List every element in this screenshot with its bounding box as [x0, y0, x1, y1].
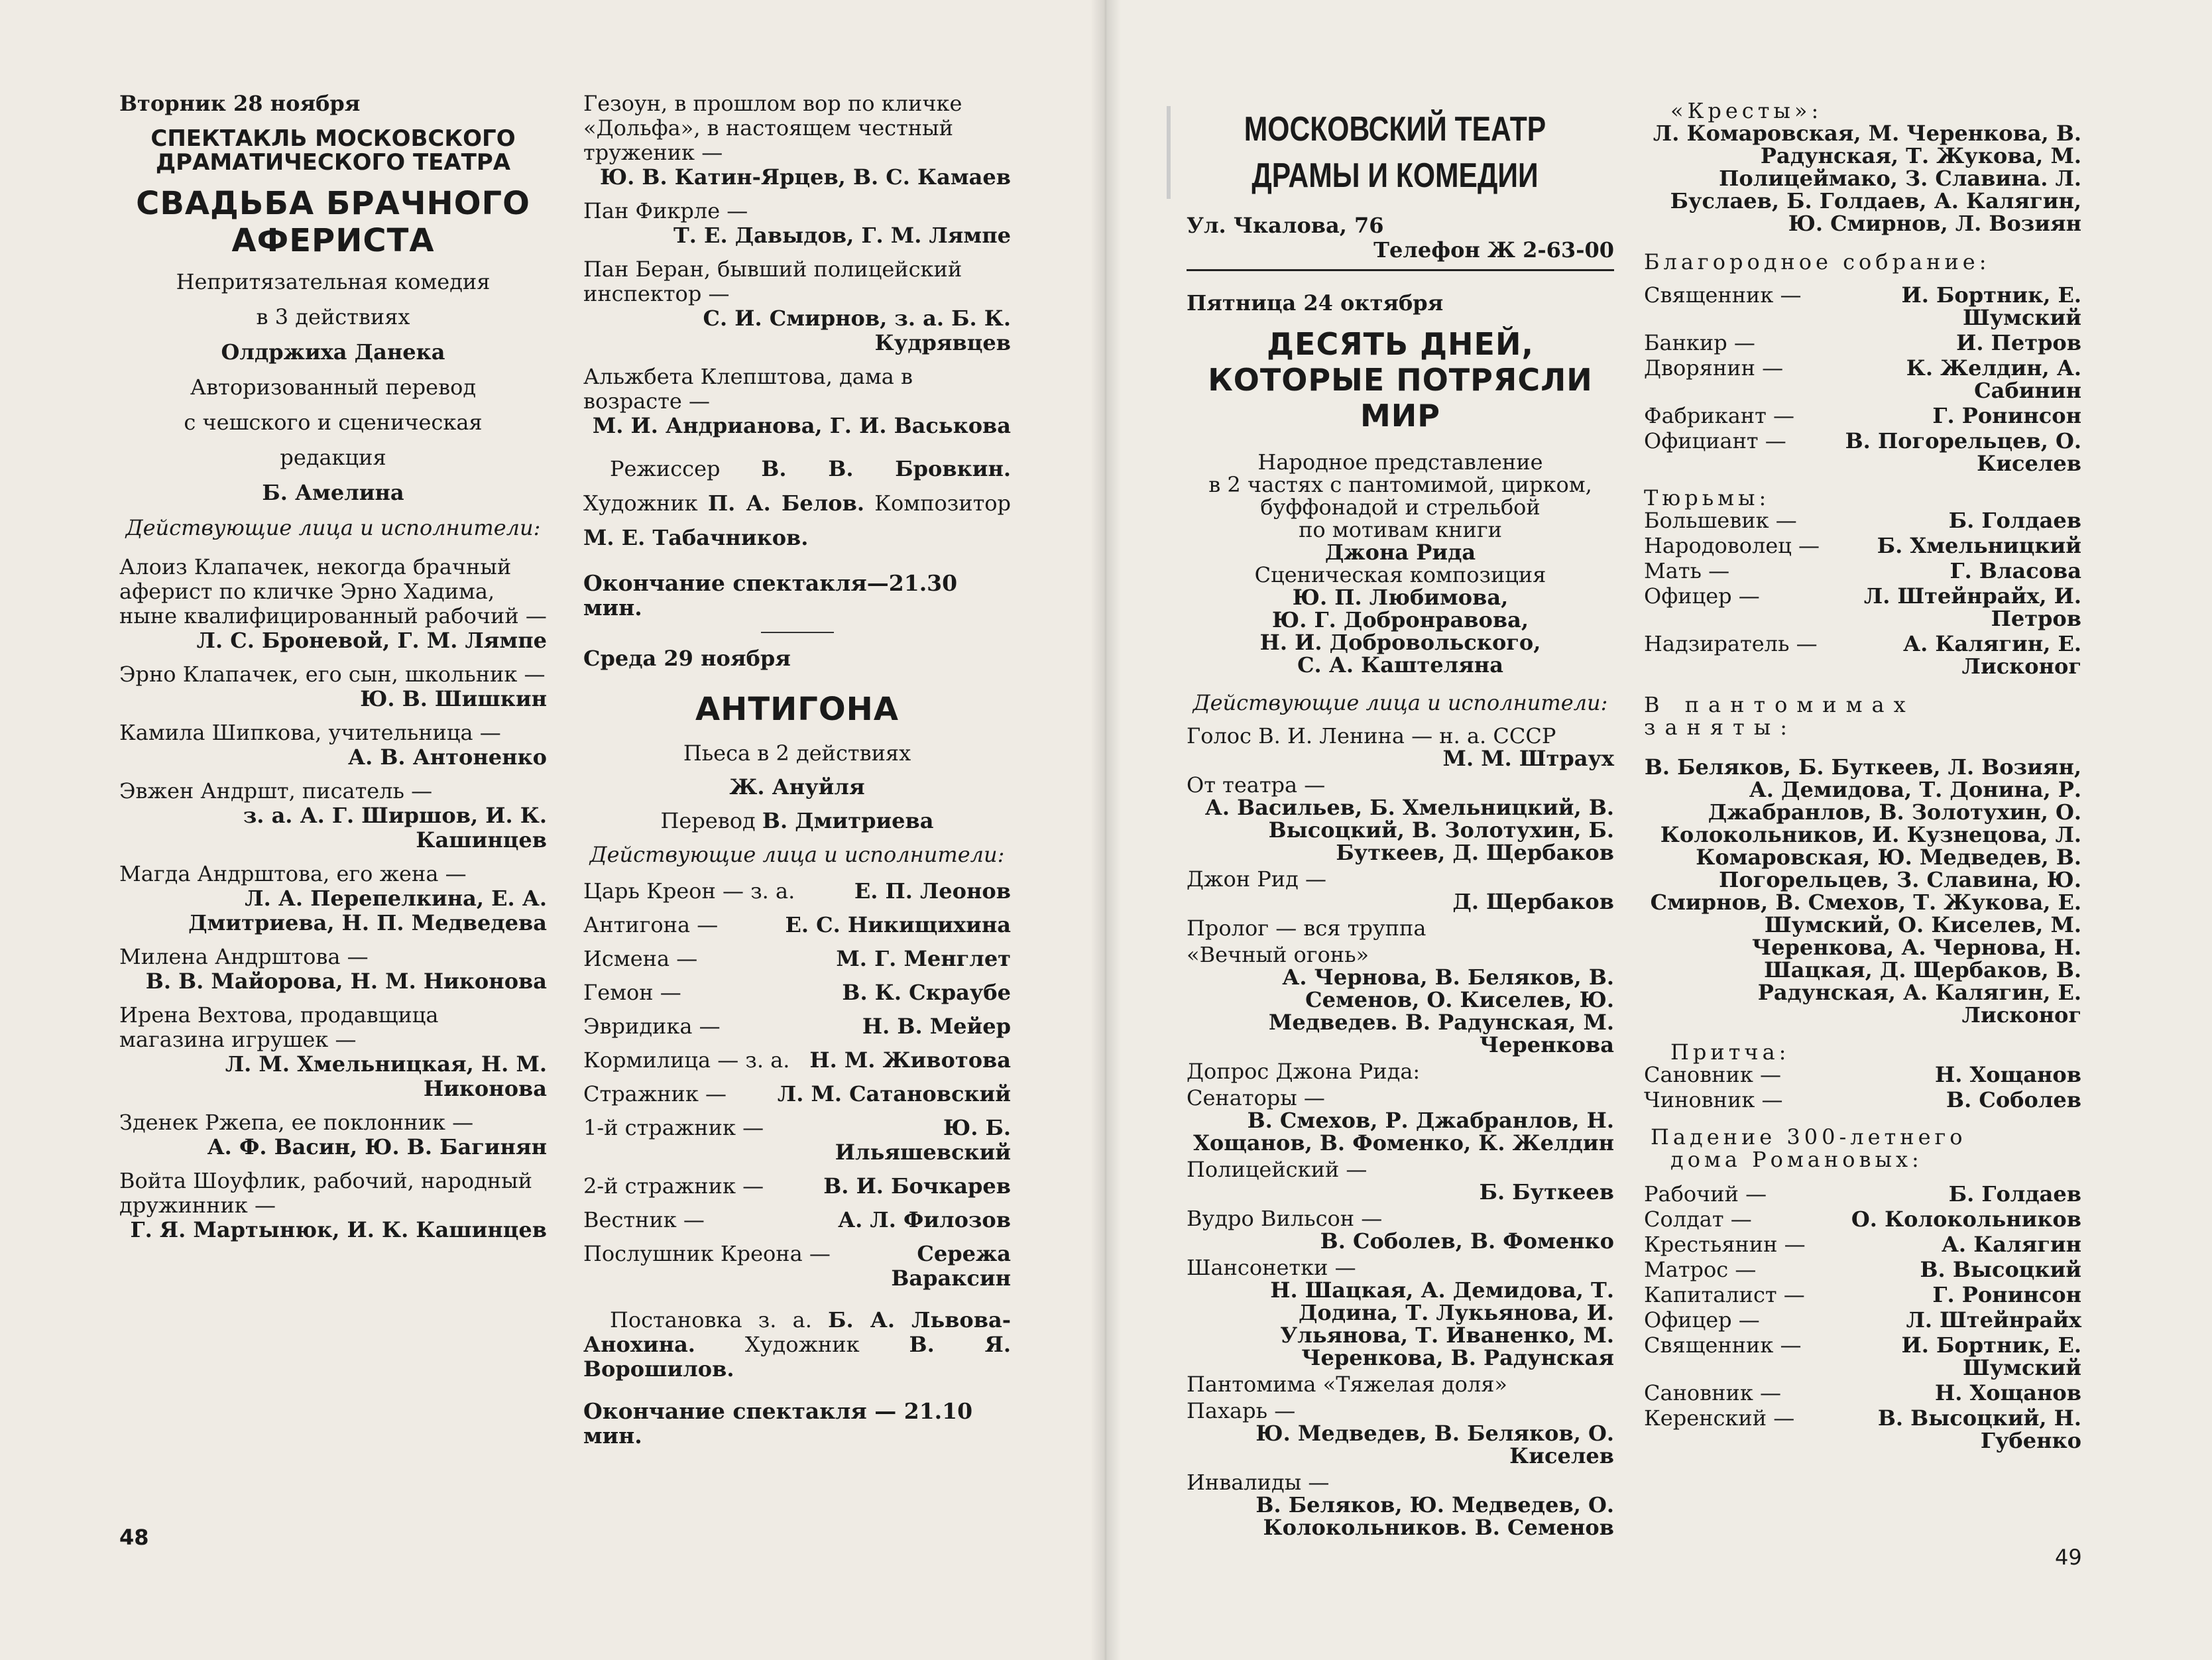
actor-names: Т. Е. Давыдов, Г. М. Лямпе [673, 223, 1011, 248]
actor-names: В. Соболев [1946, 1087, 2081, 1112]
actor-names: Н. В. Мейер [862, 1014, 1011, 1039]
theater-name: МОСКОВСКИЙ ТЕАТР [1244, 110, 1546, 148]
role-name: Стражник — [583, 1081, 727, 1106]
role-name: Шансонетки — [1187, 1255, 1356, 1280]
actor-names: Б. Буткеев [1479, 1179, 1614, 1205]
role-name: Эрно Клапачек, его сын, школьник — [119, 662, 546, 687]
role-name: Сановник — [1644, 1380, 1781, 1405]
cast-entry [1644, 331, 2081, 354]
cast-entry [1644, 357, 2081, 402]
actor-names: А. Калягин [1941, 1232, 2081, 1257]
cast-entry [1644, 1233, 2081, 1256]
role-name: Пантомима «Тяжелая доля» [1187, 1372, 1507, 1397]
section-heading: «Кресты»: [1670, 98, 1823, 123]
role-name: Допрос Джона Рида: [1187, 1059, 1421, 1084]
cast-entry [1644, 1334, 2081, 1379]
cast-entry [119, 662, 547, 711]
role-name: Пахарь — [1187, 1398, 1296, 1423]
cast-entry [583, 947, 1011, 971]
cast-list [1644, 1183, 2081, 1452]
role-name: Пролог — вся труппа [1187, 916, 1426, 941]
actor-names: И. Петров [1956, 330, 2081, 355]
role-name: Вудро Вильсон — [1187, 1206, 1383, 1231]
role-name: «Вечный огонь» [1187, 942, 1369, 967]
cast-entry [119, 555, 547, 653]
cast-entry [1187, 1256, 1614, 1369]
actor-names: А. В. Антоненко [348, 744, 547, 770]
genre-line: в 3 действиях [256, 304, 410, 329]
actor-names: В. Погорельцев, О. Киселев [1845, 428, 2081, 476]
actor-names: Л. А. Перепелкина, Е. А. Дмитриева, Н. П. Медведева [188, 886, 547, 935]
role-name: Полицейский — [1187, 1157, 1368, 1182]
role-name: Официант — [1644, 428, 1786, 453]
actor-names: А. Калягин, Е. Лисконог [1903, 631, 2081, 679]
section-heading: Благородное собрание: [1644, 249, 1991, 274]
cast-list [583, 879, 1011, 1291]
cast-list [1644, 509, 2081, 678]
artist-label: Художник [583, 491, 698, 516]
director-label: Режиссер [610, 456, 721, 481]
translator: В. Дмитриева [762, 808, 934, 833]
actor-names: И. Бортник, Е. Шумский [1901, 282, 2081, 330]
cast-entry [1644, 404, 2081, 427]
translation-line: редакция [280, 445, 386, 470]
cast-entry [583, 980, 1011, 1005]
theater-header [1167, 106, 1614, 199]
role-name: Фабрикант — [1644, 403, 1794, 428]
cast-entry [1644, 632, 2081, 678]
actor-names: Н. Хощанов [1934, 1062, 2081, 1087]
actor-names: О. Колокольников [1851, 1207, 2081, 1232]
actor-names: Д. Щербаков [1452, 889, 1614, 914]
play-title: СВАДЬБА БРАЧНОГО АФЕРИСТА [136, 185, 530, 259]
role-name: Алоиз Клапачек, некогда брачный аферист по кличке Эрно Хадима, ныне квалифицированный рабочий — [119, 554, 547, 628]
cast-entry [119, 1169, 547, 1242]
cast-entry [1644, 1382, 2081, 1404]
cast-entry [1644, 1309, 2081, 1331]
description-line: Народное представление [1257, 449, 1543, 475]
role-name: Сенаторы — [1187, 1085, 1325, 1110]
actor-names: В. Беляков, Ю. Медведев, О. Колокольников. В. Семенов [1255, 1492, 1614, 1540]
role-name: Офицер — [1644, 583, 1760, 609]
cast-entry [1644, 1089, 2081, 1111]
role-name: Чиновник — [1644, 1087, 1783, 1112]
role-name: Вестник — [583, 1207, 705, 1232]
book-gutter [1090, 0, 1121, 1660]
description-line: в 2 частях с пантомимой, цирком, [1208, 472, 1592, 497]
right-column-2 [1644, 99, 2081, 1454]
left-column-1 [119, 91, 547, 1252]
actor-names: Г. Я. Мартынюк, И. К. Кашинцев [130, 1217, 547, 1242]
role-name: Альжбета Клепштова, дама в возрасте — [583, 364, 913, 414]
actor-names: Л. С. Броневой, Г. М. Лямпе [196, 628, 547, 653]
role-name: Антигона — [583, 912, 719, 937]
cast-entry [583, 913, 1011, 937]
role-name: Ирена Вехтова, продавщица магазина игрушек — [119, 1002, 439, 1052]
cast-entry [583, 257, 1011, 355]
translation-label: Перевод [660, 808, 756, 833]
cast-entry [1644, 1183, 2081, 1205]
role-name: Зденек Ржепа, ее поклонник — [119, 1110, 474, 1135]
actor-names: В. Высоцкий, Н. Губенко [1877, 1405, 2081, 1453]
cast-entry [1644, 534, 2081, 557]
role-name: Эвжен Андршт, писатель — [119, 778, 433, 803]
page-number-left: 48 [119, 1525, 149, 1550]
role-name: Кормилица — з. а. [583, 1047, 790, 1073]
theater-name: ДРАМЫ И КОМЕДИИ [1252, 156, 1539, 195]
cast-entry [583, 1048, 1011, 1073]
actor-names: Б. Голдаев [1948, 1181, 2081, 1207]
role-name: Крестьянин — [1644, 1232, 1806, 1257]
actor-names: В. И. Бочкарев [823, 1173, 1011, 1199]
section-cast: Л. Комаровская, М. Черенкова, В. Радунская, Т. Жукова, М. Полицеймако, З. Славина. Л. Буслаев, Б. Голдаев, А. Калягин, Ю. Смирнов, Л. Возиян [1653, 121, 2081, 236]
cast-entry [1187, 1373, 1614, 1395]
actor-names: Н. Шацкая, А. Демидова, Т. Додина, Т. Лукьянова, И. Ульянова, Т. Иваненко, М. Черенкова, В. Радунская [1270, 1277, 1614, 1370]
section-heading: дома Романовых: [1670, 1147, 1923, 1172]
actor-names: А. Ф. Васин, Ю. В. Багинян [207, 1134, 547, 1159]
right-column-1 [1187, 106, 1614, 1543]
role-name: Мать — [1644, 558, 1730, 583]
cast-entry [1187, 725, 1614, 770]
role-name: Гезоун, в прошлом вор по кличке «Дольфа», в настоящем честный труженик — [583, 91, 962, 165]
description-line: буффонадой и стрельбой [1260, 495, 1541, 520]
composer-name: М. Е. Табачников. [583, 525, 809, 550]
theater-address: Ул. Чкалова, 76 [1187, 213, 1384, 238]
cast-entry [583, 1208, 1011, 1232]
role-name: Войта Шоуфлик, рабочий, народный дружинник — [119, 1168, 532, 1218]
cast-entry [119, 1003, 547, 1101]
cast-entry [583, 879, 1011, 904]
cast-list [583, 91, 1011, 438]
actor-names: Л. М. Сатановский [777, 1081, 1011, 1106]
actor-names: В. Высоцкий [1920, 1257, 2081, 1282]
cast-entry [1187, 1471, 1614, 1539]
cast-entry [119, 1110, 547, 1159]
cast-entry [1187, 1399, 1614, 1467]
page-number-right: 49 [2055, 1545, 2082, 1570]
role-name: 1-й стражник — [583, 1115, 764, 1140]
play-author: Ж. Ануйля [729, 774, 865, 800]
cast-entry [1644, 284, 2081, 329]
cast-entry [1644, 560, 2081, 582]
cast-entry [119, 862, 547, 935]
cast-heading: Действующие лица и исполнители: [1193, 690, 1608, 715]
artist-label: Художник [744, 1332, 860, 1357]
production-credits [583, 451, 1011, 555]
actor-names: А. Васильев, Б. Хмельницкий, В. Высоцкий, В. Золотухин, Б. Буткеев, Д. Щербаков [1204, 795, 1614, 865]
cast-entry [583, 1014, 1011, 1039]
section-cast: В. Беляков, Б. Буткеев, Л. Возиян, А. Демидова, Т. Донина, Р. Джабранлов, В. Золотухин, О. Колокольников, И. Кузнецова, Л. Комаровская, Ю. Медведев, В. Погорельцев, З. Славина, Ю. Смирнов, В. Смехов, Т. Жукова, Е. Шумский, О. Киселев, М. Черенкова, А. Чернова, Н. Шацкая, Д. Щербаков, В. Радунская, А. Калягин, Е. Лисконог [1644, 754, 2081, 1028]
role-name: Гемон — [583, 980, 681, 1005]
actor-names: Б. Хмельницкий [1877, 533, 2081, 558]
actor-names: Л. Штейнрайх [1906, 1307, 2081, 1333]
cast-heading: Действующие лица и исполнители: [125, 515, 541, 540]
cast-entry [1187, 1087, 1614, 1154]
actor-names: Г. Ронинсон [1932, 1282, 2081, 1307]
production-label: Постановка з. а. [610, 1307, 812, 1333]
composition-name: С. А. Каштеляна [1297, 652, 1503, 678]
cast-entry [119, 721, 547, 770]
cast-list [1187, 725, 1614, 1539]
actor-names: Б. Голдаев [1948, 508, 2081, 533]
description-line: по мотивам книги [1299, 517, 1502, 542]
cast-entry [583, 365, 1011, 438]
role-name: Магда Андрштова, его жена — [119, 861, 467, 886]
performance-date: Среда 29 ноября [583, 646, 791, 671]
section-heading: В пантомимах заняты: [1644, 692, 1915, 740]
actor-names: Л. М. Хмельницкая, Н. М. Никонова [225, 1051, 547, 1101]
actor-names: М. И. Андрианова, Г. И. Васькова [592, 413, 1011, 438]
cast-entry [1644, 1208, 2081, 1230]
actor-names: В. В. Майорова, Н. М. Никонова [145, 969, 547, 994]
cast-entry [1187, 774, 1614, 864]
actor-names: Н. Хощанов [1934, 1380, 2081, 1405]
actor-names: Г. Ронинсон [1932, 403, 2081, 428]
actor-names: Ю. В. Катин-Ярцев, В. С. Камаев [599, 164, 1011, 190]
section-heading: Притча: [1670, 1039, 1790, 1065]
role-name: Инвалиды — [1187, 1470, 1330, 1495]
cast-entry [119, 945, 547, 994]
actor-names: з. а. А. Г. Ширшов, И. К. Кашинцев [243, 803, 547, 853]
actor-names: А. Чернова, В. Беляков, В. Семенов, О. Киселев, Ю. Медведев. В. Радунская, М. Черенкова [1268, 965, 1614, 1057]
cast-list [1644, 284, 2081, 475]
cast-entry [583, 1174, 1011, 1199]
role-name: Священник — [1644, 1333, 1802, 1358]
role-name: Священник — [1644, 282, 1802, 308]
translation-line [583, 809, 1011, 833]
cast-entry [1187, 868, 1614, 913]
cast-entry [1644, 1063, 2081, 1086]
role-name: Надзиратель — [1644, 631, 1818, 656]
production-name: Б. А. Львова-Анохина. [583, 1307, 1011, 1357]
role-name: Пан Беран, бывший полицейский инспектор — [583, 257, 962, 306]
translation-line: Авторизованный перевод [190, 375, 477, 400]
role-name: Народоволец — [1644, 533, 1820, 558]
performance-date: Пятница 24 октября [1187, 290, 1444, 316]
director-name: В. В. Бровкин. [761, 456, 1011, 481]
end-time: Окончание спектакля—21.30 мин. [583, 570, 958, 621]
play-genre: Пьеса в 2 действиях [683, 741, 911, 766]
actor-names: Е. П. Леонов [854, 878, 1011, 904]
composition-name: Ю. П. Любимова, [1292, 585, 1509, 610]
cast-entry [119, 779, 547, 853]
cast-entry [1644, 1258, 2081, 1281]
cast-entry [1644, 1283, 2081, 1306]
actor-names: М. Г. Менглет [836, 946, 1011, 971]
translator: Б. Амелина [262, 480, 404, 505]
cast-entry [583, 199, 1011, 248]
role-name: Эвридика — [583, 1014, 721, 1039]
role-name: Солдат — [1644, 1207, 1752, 1232]
cast-entry [1187, 1207, 1614, 1252]
artist-name: П. А. Белов. [707, 491, 864, 516]
cast-entry [1644, 430, 2081, 475]
composition-name: Н. И. Добровольского, [1259, 630, 1541, 655]
section-heading: Тюрьмы: [1644, 485, 1771, 510]
cast-entry [1644, 509, 2081, 532]
translation-line: с чешского и сценическая [184, 410, 483, 435]
actor-names: А. Л. Филозов [838, 1207, 1011, 1232]
role-name: Дворянин — [1644, 355, 1784, 381]
role-name: Послушник Креона — [583, 1241, 831, 1266]
theater-phone: Телефон Ж 2-63-00 [1373, 237, 1614, 263]
cast-list [1644, 1063, 2081, 1111]
actor-names: Ю. Б. Ильяшевский [835, 1115, 1011, 1165]
theater-contact [1187, 213, 1614, 271]
cast-entry [583, 1116, 1011, 1165]
role-name: Царь Креон — з. а. [583, 878, 795, 904]
actor-names: Н. М. Животова [809, 1047, 1011, 1073]
role-name: Капиталист — [1644, 1282, 1805, 1307]
role-name: Большевик — [1644, 508, 1797, 533]
role-name: Офицер — [1644, 1307, 1760, 1333]
artist-name: В. Я. Ворошилов. [583, 1332, 1012, 1382]
performance-subtitle: СПЕКТАКЛЬ МОСКОВСКОГО ДРАМАТИЧЕСКОГО ТЕАТРА [150, 125, 516, 176]
performance-date: Вторник 28 ноября [119, 91, 361, 116]
actor-names: В. Смехов, Р. Джабранлов, Н. Хощанов, В. Фоменко, К. Желдин [1193, 1108, 1614, 1156]
role-name: Керенский — [1644, 1405, 1795, 1431]
cast-entry [1644, 585, 2081, 630]
actor-names: С. И. Смирнов, з. а. Б. К. Кудрявцев [703, 306, 1011, 355]
cast-heading: Действующие лица и исполнители: [589, 842, 1005, 867]
play-description [1187, 451, 1614, 676]
composition-label: Сценическая композиция [1254, 562, 1546, 587]
genre-line: Непритязательная комедия [176, 269, 491, 294]
role-name: Пан Фикрле — [583, 198, 748, 223]
role-name: Исмена — [583, 946, 698, 971]
composition-name: Ю. Г. Добронравова, [1272, 607, 1529, 632]
section-divider [761, 632, 834, 633]
role-name: Камила Шипкова, учительница — [119, 720, 501, 745]
production-credits [583, 1308, 1011, 1382]
actor-names: Ю. В. Шишкин [360, 686, 547, 711]
role-name: Джон Рид — [1187, 866, 1326, 892]
composer-label: Композитор [874, 491, 1012, 516]
section-heading: Падение 300-летнего [1651, 1124, 1967, 1150]
cast-entry [583, 1242, 1011, 1291]
actor-names: К. Желдин, А. Сабинин [1906, 355, 2081, 403]
end-time: Окончание спектакля — 21.10 мин. [583, 1398, 973, 1449]
cast-entry [1187, 1060, 1614, 1083]
role-name: Голос В. И. Ленина — н. а. СССР [1187, 723, 1556, 748]
role-name: 2-й стражник — [583, 1173, 764, 1199]
play-author: Олдржиха Данека [221, 339, 445, 365]
actor-names: Ю. Медведев, В. Беляков, О. Киселев [1255, 1421, 1614, 1468]
role-name: От театра — [1187, 772, 1326, 798]
actor-names: И. Бортник, Е. Шумский [1901, 1333, 2081, 1380]
actor-names: В. Соболев, В. Фоменко [1320, 1228, 1614, 1254]
role-name: Матрос — [1644, 1257, 1757, 1282]
play-title: ДЕСЯТЬ ДНЕЙ, КОТОРЫЕ ПОТРЯСЛИ МИР [1208, 326, 1593, 434]
role-name: Сановник — [1644, 1062, 1781, 1087]
cast-entry [1187, 1158, 1614, 1203]
actor-names: Л. Штейнрайх, И. Петров [1863, 583, 2081, 631]
role-name: Рабочий — [1644, 1181, 1767, 1207]
cast-entry [1187, 917, 1614, 939]
play-title: АНТИГОНА [695, 691, 899, 728]
cast-entry [583, 1082, 1011, 1106]
actor-names: В. К. Скраубе [842, 980, 1011, 1005]
role-name: Банкир — [1644, 330, 1755, 355]
cast-list [119, 555, 547, 1242]
cast-entry [583, 91, 1011, 190]
cast-entry [1187, 943, 1614, 1056]
actor-names: Сережа Вараксин [891, 1241, 1011, 1291]
actor-names: М. М. Штраух [1442, 746, 1614, 771]
actor-names: Е. С. Никищихина [785, 912, 1011, 937]
cast-entry [1644, 1407, 2081, 1452]
play-author: Джона Рида [1324, 540, 1476, 565]
role-name: Милена Андрштова — [119, 944, 369, 969]
actor-names: Г. Власова [1950, 558, 2081, 583]
left-column-2 [583, 91, 1011, 1448]
